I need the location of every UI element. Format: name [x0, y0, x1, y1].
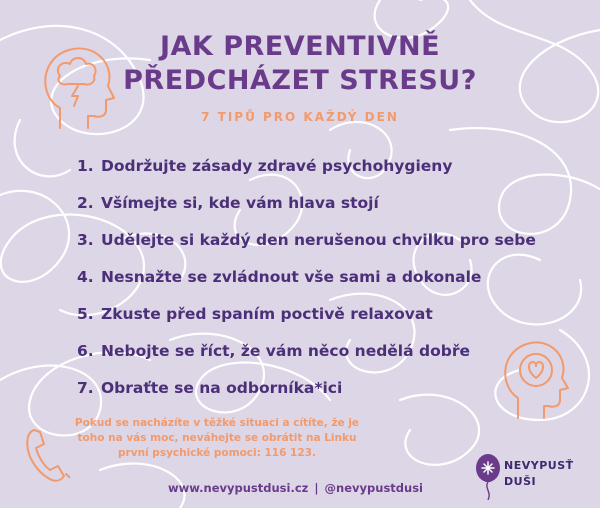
- tip-item: [77, 222, 536, 259]
- page-title-line2: PŘEDCHÁZET STRESU?: [123, 65, 477, 96]
- tip-text: Udělejte si každý den nerušenou chvilku pro sebe: [101, 231, 536, 249]
- helpline-notice: [62, 416, 372, 461]
- tip-item: [77, 296, 536, 333]
- balloon-logo-icon: [474, 452, 502, 500]
- tip-number: 4.: [77, 268, 94, 286]
- page-title-line1: JAK PREVENTIVNĚ: [159, 31, 441, 62]
- tip-item: [77, 185, 536, 222]
- tip-text: Všímejte si, kde vám hlava stojí: [101, 194, 379, 212]
- logo-text-line2: DUŠI: [504, 475, 537, 488]
- social-handle-link[interactable]: @nevypustdusi: [324, 481, 423, 495]
- helpline-notice-line: Pokud se nacházíte v těžké situaci a cítíte, že je: [74, 417, 360, 429]
- tip-text: Obraťte se na odborníka*ici: [101, 379, 343, 397]
- page-subtitle: 7 TIPŮ PRO KAŽDÝ DEN: [201, 110, 399, 124]
- tip-item: [77, 333, 536, 370]
- helpline-notice-line: toho na vás moc, neváhejte se obrátit na Linku: [77, 432, 357, 444]
- tips-list: [77, 148, 536, 407]
- tip-text: Dodržujte zásady zdravé psychohygieny: [101, 157, 453, 175]
- tip-item: [77, 148, 536, 185]
- tip-item: [77, 259, 536, 296]
- tip-text: Nebojte se říct, že vám něco nedělá dobře: [101, 342, 470, 360]
- tip-item: [77, 370, 536, 407]
- tip-number: 1.: [77, 157, 94, 175]
- tip-number: 6.: [77, 342, 94, 360]
- website-link[interactable]: www.nevypustdusi.cz: [168, 481, 309, 495]
- footer-separator: |: [314, 481, 319, 495]
- tip-text: Zkuste před spaním poctivě relaxovat: [101, 305, 433, 323]
- tip-number: 3.: [77, 231, 94, 249]
- footer-contacts: [168, 481, 423, 495]
- logo-text-line1: NEVYPUSŤ: [504, 459, 574, 472]
- tip-number: 2.: [77, 194, 94, 212]
- tip-number: 5.: [77, 305, 94, 323]
- tip-number: 7.: [77, 379, 94, 397]
- tip-text: Nesnažte se zvládnout vše sami a dokonale: [101, 268, 482, 286]
- helpline-notice-line: první psychické pomoci: 116 123.: [118, 447, 316, 459]
